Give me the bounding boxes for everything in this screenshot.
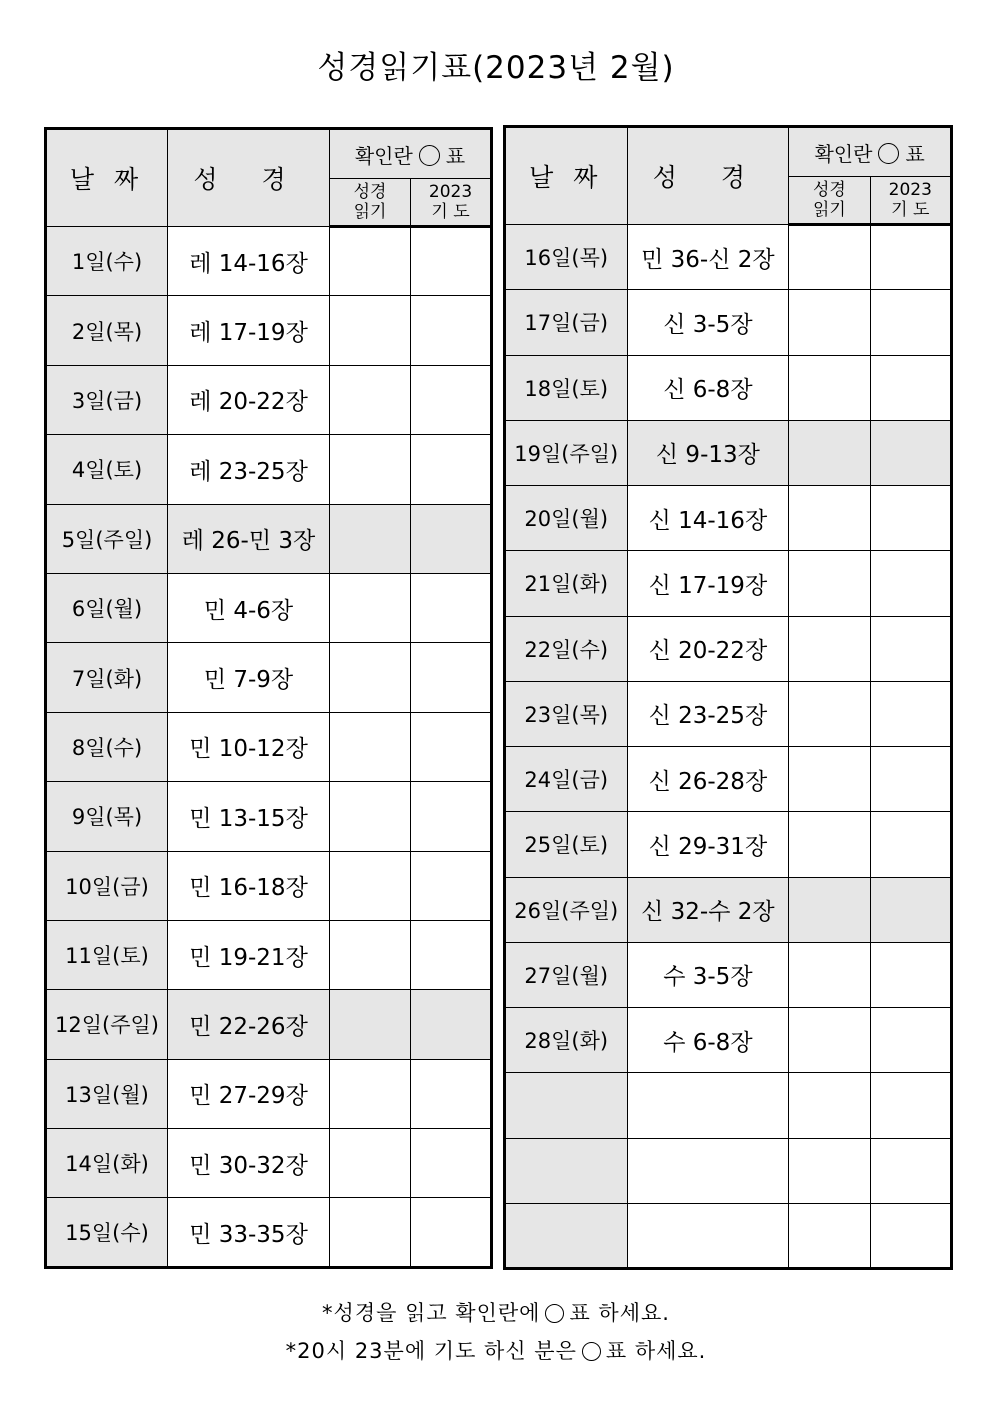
date-cell: 21일(화) <box>505 551 628 616</box>
bible-passage-cell: 민 33-35장 <box>168 1198 330 1268</box>
prayer-check-cell[interactable] <box>870 290 951 355</box>
header-prayer-line1: 2023 <box>888 180 932 200</box>
header-confirm <box>789 127 952 177</box>
reading-check-cell[interactable] <box>330 643 411 712</box>
date-cell: 14일(화) <box>46 1129 168 1198</box>
header-confirm <box>330 129 492 179</box>
prayer-check-cell[interactable] <box>870 225 951 290</box>
date-cell: 10일(금) <box>46 851 168 920</box>
bible-passage-cell: 신 32-수 2장 <box>627 877 789 942</box>
reading-check-cell[interactable] <box>330 782 411 851</box>
reading-check-cell[interactable] <box>789 290 870 355</box>
reading-check-cell[interactable] <box>789 812 870 877</box>
date-cell: 1일(수) <box>46 227 168 296</box>
date-cell: 20일(월) <box>505 486 628 551</box>
table-row <box>505 681 952 746</box>
header-prayer-line1: 2023 <box>428 182 473 202</box>
date-cell: 12일(주일) <box>46 990 168 1059</box>
bible-passage-cell: 민 27-29장 <box>168 1059 330 1128</box>
reading-check-cell[interactable] <box>330 435 411 504</box>
reading-check-cell[interactable] <box>330 990 411 1059</box>
table-row <box>505 877 952 942</box>
bible-passage-cell <box>627 1203 789 1268</box>
bible-passage-cell: 민 36-신 2장 <box>627 225 789 290</box>
instruction-note-2 <box>0 1335 992 1365</box>
header-confirm-label: 확인란 <box>354 143 413 168</box>
reading-check-cell[interactable] <box>789 486 870 551</box>
reading-check-cell[interactable] <box>330 504 411 573</box>
date-cell: 3일(금) <box>46 365 168 434</box>
table-row <box>46 1198 492 1268</box>
reading-check-cell[interactable] <box>330 296 411 365</box>
page-title: 성경읽기표(2023년 2월) <box>317 50 675 86</box>
bible-passage-cell: 신 17-19장 <box>627 551 789 616</box>
circle-icon <box>582 1342 601 1361</box>
table-row <box>46 712 492 781</box>
prayer-check-cell[interactable] <box>870 616 951 681</box>
reading-check-cell[interactable] <box>789 551 870 616</box>
bible-passage-cell: 레 17-19장 <box>168 296 330 365</box>
prayer-check-cell[interactable] <box>411 1129 492 1198</box>
date-cell: 23일(목) <box>505 681 628 746</box>
bible-passage-cell: 수 3-5장 <box>627 942 789 1007</box>
date-cell: 18일(토) <box>505 355 628 420</box>
table-row <box>505 747 952 812</box>
header-read-line2: 읽기 <box>812 200 846 220</box>
prayer-check-cell[interactable] <box>411 643 492 712</box>
reading-check-cell[interactable] <box>330 712 411 781</box>
table-row <box>505 355 952 420</box>
prayer-check-cell[interactable] <box>411 851 492 920</box>
bible-passage-cell <box>627 1073 789 1138</box>
header-confirm-mark: 표 <box>905 141 925 166</box>
table-row <box>505 486 952 551</box>
circle-icon <box>419 145 440 166</box>
date-cell: 16일(목) <box>505 225 628 290</box>
table-row <box>46 643 492 712</box>
header-bible: 성 경 <box>168 129 330 227</box>
bible-passage-cell: 레 23-25장 <box>168 435 330 504</box>
note1-tail: 표 하세요. <box>569 1301 670 1325</box>
reading-check-cell[interactable] <box>330 227 411 296</box>
table-row <box>505 551 952 616</box>
reading-check-cell[interactable] <box>330 851 411 920</box>
prayer-check-cell[interactable] <box>870 747 951 812</box>
bible-passage-cell: 민 16-18장 <box>168 851 330 920</box>
reading-check-cell[interactable] <box>789 355 870 420</box>
date-cell <box>505 1203 628 1268</box>
prayer-check-cell[interactable] <box>870 942 951 1007</box>
table-row <box>46 296 492 365</box>
reading-check-cell[interactable] <box>330 1198 411 1268</box>
table-row <box>46 573 492 642</box>
prayer-check-cell[interactable] <box>870 1203 951 1268</box>
note1-text: *성경을 읽고 확인란에 <box>322 1301 541 1325</box>
table-row <box>505 420 952 485</box>
reading-check-cell[interactable] <box>330 1059 411 1128</box>
reading-check-cell[interactable] <box>330 365 411 434</box>
date-cell: 26일(주일) <box>505 877 628 942</box>
table-row <box>46 435 492 504</box>
date-cell: 22일(수) <box>505 616 628 681</box>
prayer-check-cell[interactable] <box>870 486 951 551</box>
instruction-note-1 <box>0 1297 992 1327</box>
date-cell: 24일(금) <box>505 747 628 812</box>
bible-passage-cell: 민 13-15장 <box>168 782 330 851</box>
date-cell: 28일(화) <box>505 1008 628 1073</box>
bible-passage-cell: 민 4-6장 <box>168 573 330 642</box>
bible-passage-cell: 민 19-21장 <box>168 920 330 989</box>
prayer-check-cell[interactable] <box>411 365 492 434</box>
table-row <box>46 1129 492 1198</box>
prayer-check-cell[interactable] <box>870 551 951 616</box>
prayer-check-cell[interactable] <box>870 812 951 877</box>
date-cell: 7일(화) <box>46 643 168 712</box>
reading-check-cell[interactable] <box>789 616 870 681</box>
table-row <box>505 616 952 681</box>
date-cell: 25일(토) <box>505 812 628 877</box>
bible-passage-cell: 레 14-16장 <box>168 227 330 296</box>
reading-check-cell[interactable] <box>789 420 870 485</box>
date-cell: 2일(목) <box>46 296 168 365</box>
bible-passage-cell: 신 9-13장 <box>627 420 789 485</box>
reading-check-cell[interactable] <box>789 877 870 942</box>
table-row <box>505 290 952 355</box>
reading-check-cell[interactable] <box>789 681 870 746</box>
date-cell: 27일(월) <box>505 942 628 1007</box>
date-cell: 9일(목) <box>46 782 168 851</box>
bible-passage-cell <box>627 1138 789 1203</box>
table-row <box>46 1059 492 1128</box>
reading-check-cell[interactable] <box>789 1008 870 1073</box>
header-prayer <box>411 179 492 227</box>
date-cell: 13일(월) <box>46 1059 168 1128</box>
note2-tail: 표 하세요. <box>605 1339 707 1363</box>
reading-check-cell[interactable] <box>330 920 411 989</box>
header-bible-reading <box>789 177 870 225</box>
date-cell: 5일(주일) <box>46 504 168 573</box>
prayer-check-cell[interactable] <box>870 1008 951 1073</box>
table-row <box>505 1138 952 1203</box>
prayer-check-cell[interactable] <box>411 1059 492 1128</box>
bible-passage-cell: 신 29-31장 <box>627 812 789 877</box>
reading-check-cell[interactable] <box>789 1138 870 1203</box>
reading-check-cell[interactable] <box>789 1203 870 1268</box>
reading-table-right <box>503 125 953 1270</box>
bible-passage-cell: 레 26-민 3장 <box>168 504 330 573</box>
date-cell: 8일(수) <box>46 712 168 781</box>
table-row <box>46 782 492 851</box>
table-row <box>505 1073 952 1138</box>
reading-check-cell[interactable] <box>789 225 870 290</box>
prayer-check-cell[interactable] <box>870 877 951 942</box>
bible-passage-cell: 신 23-25장 <box>627 681 789 746</box>
date-cell: 19일(주일) <box>505 420 628 485</box>
circle-icon <box>545 1304 564 1323</box>
bible-passage-cell: 레 20-22장 <box>168 365 330 434</box>
header-read-line1: 성경 <box>812 180 846 200</box>
prayer-check-cell[interactable] <box>411 782 492 851</box>
date-cell <box>505 1073 628 1138</box>
note2-text: *20시 23분에 기도 하신 분은 <box>285 1339 577 1363</box>
table-row <box>46 851 492 920</box>
bible-passage-cell: 수 6-8장 <box>627 1008 789 1073</box>
header-prayer <box>870 177 951 225</box>
table-row <box>505 1203 952 1268</box>
header-confirm-label: 확인란 <box>814 141 873 166</box>
bible-passage-cell: 민 22-26장 <box>168 990 330 1059</box>
bible-passage-cell: 신 3-5장 <box>627 290 789 355</box>
table-row <box>46 504 492 573</box>
header-date: 날 짜 <box>505 127 628 225</box>
table-row <box>46 365 492 434</box>
reading-check-cell[interactable] <box>789 942 870 1007</box>
table-row <box>505 225 952 290</box>
header-read-line1: 성경 <box>353 182 387 202</box>
bible-passage-cell: 신 14-16장 <box>627 486 789 551</box>
date-cell: 4일(토) <box>46 435 168 504</box>
prayer-check-cell[interactable] <box>411 435 492 504</box>
table-row <box>46 920 492 989</box>
bible-passage-cell: 신 20-22장 <box>627 616 789 681</box>
prayer-check-cell[interactable] <box>870 420 951 485</box>
date-cell: 11일(토) <box>46 920 168 989</box>
prayer-check-cell[interactable] <box>870 355 951 420</box>
bible-passage-cell: 민 7-9장 <box>168 643 330 712</box>
reading-table-left <box>44 127 493 1269</box>
bible-passage-cell: 신 26-28장 <box>627 747 789 812</box>
header-read-line2: 읽기 <box>353 202 387 222</box>
header-prayer-line2: 기 도 <box>891 200 930 220</box>
date-cell <box>505 1138 628 1203</box>
date-cell: 6일(월) <box>46 573 168 642</box>
header-confirm-mark: 표 <box>445 143 466 168</box>
reading-check-cell[interactable] <box>789 1073 870 1138</box>
prayer-check-cell[interactable] <box>411 227 492 296</box>
reading-check-cell[interactable] <box>330 1129 411 1198</box>
bible-passage-cell: 민 30-32장 <box>168 1129 330 1198</box>
table-row <box>505 1008 952 1073</box>
prayer-check-cell[interactable] <box>411 296 492 365</box>
bible-passage-cell: 민 10-12장 <box>168 712 330 781</box>
table-row <box>46 990 492 1059</box>
prayer-check-cell[interactable] <box>411 504 492 573</box>
prayer-check-cell[interactable] <box>411 990 492 1059</box>
header-bible-reading <box>330 179 411 227</box>
prayer-check-cell[interactable] <box>870 1138 951 1203</box>
header-prayer-line2: 기 도 <box>431 202 470 222</box>
prayer-check-cell[interactable] <box>870 1073 951 1138</box>
header-date: 날 짜 <box>46 129 168 227</box>
table-row <box>46 227 492 296</box>
date-cell: 15일(수) <box>46 1198 168 1268</box>
prayer-check-cell[interactable] <box>411 573 492 642</box>
date-cell: 17일(금) <box>505 290 628 355</box>
table-row <box>505 812 952 877</box>
bible-passage-cell: 신 6-8장 <box>627 355 789 420</box>
circle-icon <box>878 143 899 164</box>
reading-check-cell[interactable] <box>789 747 870 812</box>
table-row <box>505 942 952 1007</box>
prayer-check-cell[interactable] <box>411 1198 492 1268</box>
reading-check-cell[interactable] <box>330 573 411 642</box>
prayer-check-cell[interactable] <box>411 712 492 781</box>
header-bible: 성 경 <box>627 127 789 225</box>
prayer-check-cell[interactable] <box>870 681 951 746</box>
prayer-check-cell[interactable] <box>411 920 492 989</box>
